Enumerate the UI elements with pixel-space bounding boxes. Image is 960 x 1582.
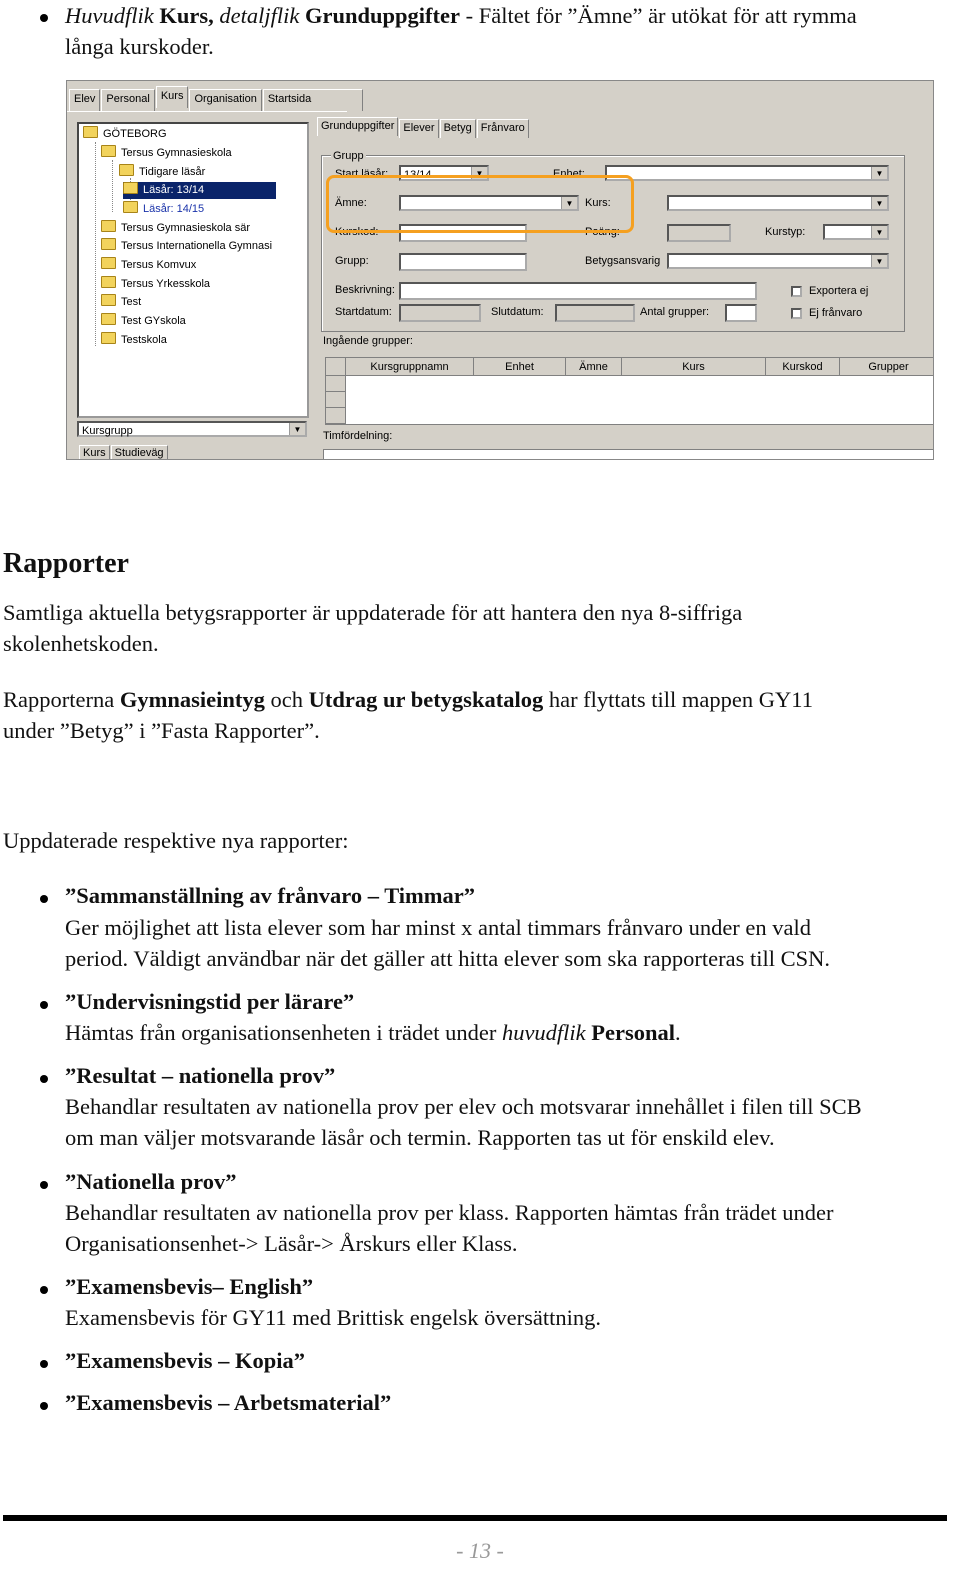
highlight-box bbox=[326, 175, 634, 233]
antal-grupper-label: Antal grupper: bbox=[640, 306, 710, 318]
tab-divider bbox=[67, 111, 347, 112]
chevron-down-icon[interactable]: ▼ bbox=[289, 423, 305, 435]
folder-icon bbox=[123, 182, 138, 194]
section-heading: Rapporter bbox=[3, 548, 129, 579]
enhet-combo[interactable] bbox=[605, 165, 889, 181]
tab-personal[interactable]: Personal bbox=[101, 89, 154, 111]
startdatum-label: Startdatum: bbox=[335, 306, 392, 318]
tab-kurs-bottom[interactable]: Kurs bbox=[79, 445, 110, 460]
grid-header[interactable]: Kurs bbox=[622, 358, 766, 376]
enhet-label: Enhet: bbox=[553, 168, 585, 180]
timfordelning-grid[interactable] bbox=[323, 449, 934, 460]
tab-grunduppgifter[interactable]: Grunduppgifter bbox=[317, 117, 398, 136]
timfordelning-label: Timfördelning: bbox=[323, 430, 393, 442]
report-title: ”Examensbevis– English” bbox=[65, 1274, 314, 1299]
tree-view[interactable] bbox=[77, 122, 309, 418]
tree-node[interactable]: Tersus Yrkesskola bbox=[101, 276, 210, 293]
top-tabs bbox=[69, 89, 364, 111]
folder-icon bbox=[101, 238, 116, 250]
footer-rule bbox=[3, 1515, 947, 1521]
tab-elev[interactable]: Elev bbox=[69, 89, 100, 111]
bottom-tabs bbox=[79, 445, 169, 460]
tab-studievag[interactable]: Studieväg bbox=[111, 445, 168, 460]
paragraph: skolenhetskoden. bbox=[3, 631, 159, 656]
report-desc: Ger möjlighet att lista elever som har minst x antal timmars frånvaro under en vald bbox=[65, 915, 812, 940]
ejfranvaro-checkbox[interactable] bbox=[791, 308, 802, 319]
ejfranvaro-label: Ej frånvaro bbox=[809, 307, 863, 319]
kurs-label: Kurs: bbox=[585, 197, 611, 209]
ingaende-label: Ingående grupper: bbox=[323, 335, 413, 347]
report-desc: Organisationsenhet-> Läsår-> Årskurs eller Klass. bbox=[65, 1231, 518, 1256]
intro-italic-huvudflik: Huvudflik bbox=[65, 3, 154, 28]
kurs-combo[interactable] bbox=[667, 195, 889, 211]
start-lasar-label: Start läsår: bbox=[335, 168, 389, 180]
intro-kurs: Kurs, bbox=[159, 3, 214, 28]
intro-line2: långa kurskoder. bbox=[65, 34, 214, 59]
exportera-label: Exportera ej bbox=[809, 285, 869, 297]
intro-rest: - Fältet för ”Ämne” är utökat för att rymma bbox=[460, 3, 857, 28]
report-desc: Behandlar resultaten av nationella prov per elev och motsvarar innehållet i filen till SCB bbox=[65, 1094, 862, 1119]
grid-header[interactable]: Enhet bbox=[474, 358, 566, 376]
tree-node-selected[interactable]: Läsår: 13/14 bbox=[123, 182, 276, 199]
report-desc: Behandlar resultaten av nationella prov per klass. Rapporten hämtas från trädet under bbox=[65, 1200, 834, 1225]
report-title: ”Nationella prov” bbox=[65, 1169, 237, 1194]
grid-header[interactable]: Kurskod bbox=[766, 358, 840, 376]
embedded-screenshot bbox=[66, 80, 934, 460]
kursgrupp-combo[interactable]: Kursgrupp ▼ bbox=[77, 421, 307, 437]
exportera-checkbox[interactable] bbox=[791, 286, 802, 297]
tree-node[interactable]: Tersus Internationella Gymnasi bbox=[101, 238, 272, 255]
tree-node[interactable]: Test GYskola bbox=[101, 313, 186, 330]
start-lasar-combo[interactable]: 13/14 ▼ bbox=[399, 165, 489, 181]
folder-icon bbox=[101, 294, 116, 306]
folder-icon bbox=[101, 145, 116, 157]
tree-node[interactable]: Läsår: 14/15 bbox=[123, 201, 204, 218]
tree-line bbox=[112, 160, 113, 212]
bullet bbox=[40, 14, 48, 22]
kurstyp-combo[interactable] bbox=[823, 224, 889, 240]
folder-icon bbox=[101, 332, 116, 344]
report-desc: Examensbevis för GY11 med Brittisk engelsk översättning. bbox=[65, 1305, 601, 1330]
chevron-down-icon[interactable]: ▼ bbox=[561, 197, 577, 209]
grid-header[interactable]: Ämne bbox=[566, 358, 622, 376]
paragraph: Rapporterna Gymnasieintyg och Utdrag ur betygskatalog har flyttats till mappen GY11 bbox=[3, 687, 813, 712]
kurskod-label: Kurskod: bbox=[335, 226, 379, 238]
paragraph: Uppdaterade respektive nya rapporter: bbox=[3, 828, 349, 853]
startdatum-field[interactable] bbox=[399, 304, 481, 322]
grid-row-header bbox=[326, 408, 346, 424]
grid-row-header bbox=[326, 392, 346, 408]
tab-startsida[interactable]: Startsida bbox=[263, 89, 363, 111]
tree-line bbox=[95, 142, 96, 346]
page-number: - 13 - bbox=[456, 1538, 504, 1563]
intro-italic-detaljflik: detaljflik bbox=[219, 3, 300, 28]
grupp-label: Grupp: bbox=[335, 255, 369, 267]
chevron-down-icon[interactable]: ▼ bbox=[471, 167, 487, 179]
bullet bbox=[40, 1402, 48, 1410]
report-desc: om man väljer motsvarande läsår och termin. Rapporten tas ut för enskild elev. bbox=[65, 1125, 775, 1150]
beskrivning-field[interactable] bbox=[399, 282, 757, 300]
report-title: ”Examensbevis – Arbetsmaterial” bbox=[65, 1390, 392, 1415]
tree-node[interactable]: Tidigare läsår bbox=[119, 164, 205, 181]
detail-tabs bbox=[317, 119, 530, 138]
ingaende-grid[interactable] bbox=[325, 357, 934, 425]
kurstyp-label: Kurstyp: bbox=[765, 226, 806, 238]
beskrivning-label: Beskrivning: bbox=[335, 284, 395, 296]
tab-franvaro[interactable]: Frånvaro bbox=[477, 119, 529, 138]
grid-header[interactable]: Grupper bbox=[840, 358, 934, 376]
poang-field[interactable] bbox=[667, 224, 731, 242]
grid-header[interactable]: Kursgruppnamn bbox=[346, 358, 474, 376]
bullet bbox=[40, 1075, 48, 1083]
betygsansvarig-label: Betygsansvarig bbox=[585, 255, 661, 267]
tree-node[interactable]: Tersus Gymnasieskola sär bbox=[101, 220, 250, 237]
betygsansvarig-combo[interactable] bbox=[667, 253, 889, 269]
tab-elever[interactable]: Elever bbox=[399, 119, 438, 138]
report-desc: period. Väldigt användbar när det gäller att hitta elever som ska rapporteras till CSN. bbox=[65, 946, 830, 971]
chevron-down-icon[interactable]: ▼ bbox=[871, 167, 887, 179]
bullet bbox=[40, 1001, 48, 1009]
amne-label: Ämne: bbox=[335, 197, 367, 209]
chevron-down-icon[interactable]: ▼ bbox=[871, 255, 887, 267]
tab-betyg[interactable]: Betyg bbox=[440, 119, 476, 138]
report-title: ”Sammanställning av frånvaro – Timmar” bbox=[65, 883, 476, 908]
report-desc: Hämtas från organisationsenheten i trädet under huvudflik Personal. bbox=[65, 1020, 681, 1045]
slutdatum-field[interactable] bbox=[555, 304, 635, 322]
intro-grund: Grunduppgifter bbox=[304, 3, 461, 28]
bullet bbox=[40, 1286, 48, 1294]
antal-grupper-field[interactable] bbox=[725, 304, 757, 322]
chevron-down-icon[interactable]: ▼ bbox=[871, 226, 887, 238]
tree-node[interactable]: GÖTEBORG bbox=[83, 126, 167, 143]
folder-icon bbox=[119, 164, 134, 176]
folder-icon bbox=[101, 220, 116, 232]
grupp-field[interactable] bbox=[399, 253, 527, 271]
folder-icon bbox=[101, 257, 116, 269]
bullet bbox=[40, 1181, 48, 1189]
slutdatum-label: Slutdatum: bbox=[491, 306, 544, 318]
folder-icon bbox=[101, 276, 116, 288]
grid-corner bbox=[326, 358, 346, 376]
folder-icon bbox=[123, 201, 138, 213]
chevron-down-icon[interactable]: ▼ bbox=[871, 197, 887, 209]
paragraph: under ”Betyg” i ”Fasta Rapporter”. bbox=[3, 718, 320, 743]
poang-label: Poäng: bbox=[585, 226, 620, 238]
folder-icon bbox=[83, 126, 98, 138]
report-title: ”Undervisningstid per lärare” bbox=[65, 989, 355, 1014]
intro-line1 bbox=[65, 0, 857, 31]
tree-node[interactable]: Testskola bbox=[101, 332, 167, 349]
grid-row-header bbox=[326, 376, 346, 392]
tree-node[interactable]: Tersus Gymnasieskola bbox=[101, 145, 232, 162]
bullet bbox=[40, 1360, 48, 1368]
grupp-title: Grupp bbox=[333, 150, 364, 162]
bullet bbox=[40, 895, 48, 903]
tab-kurs[interactable]: Kurs bbox=[156, 86, 189, 108]
paragraph: Samtliga aktuella betygsrapporter är uppdaterade för att hantera den nya 8-siffriga bbox=[3, 600, 743, 625]
tree-node[interactable]: Test bbox=[101, 294, 141, 311]
tree-node[interactable]: Tersus Komvux bbox=[101, 257, 196, 274]
report-title: ”Examensbevis – Kopia” bbox=[65, 1348, 306, 1373]
report-title: ”Resultat – nationella prov” bbox=[65, 1063, 336, 1088]
tab-organisation[interactable]: Organisation bbox=[189, 89, 261, 111]
folder-icon bbox=[101, 313, 116, 325]
